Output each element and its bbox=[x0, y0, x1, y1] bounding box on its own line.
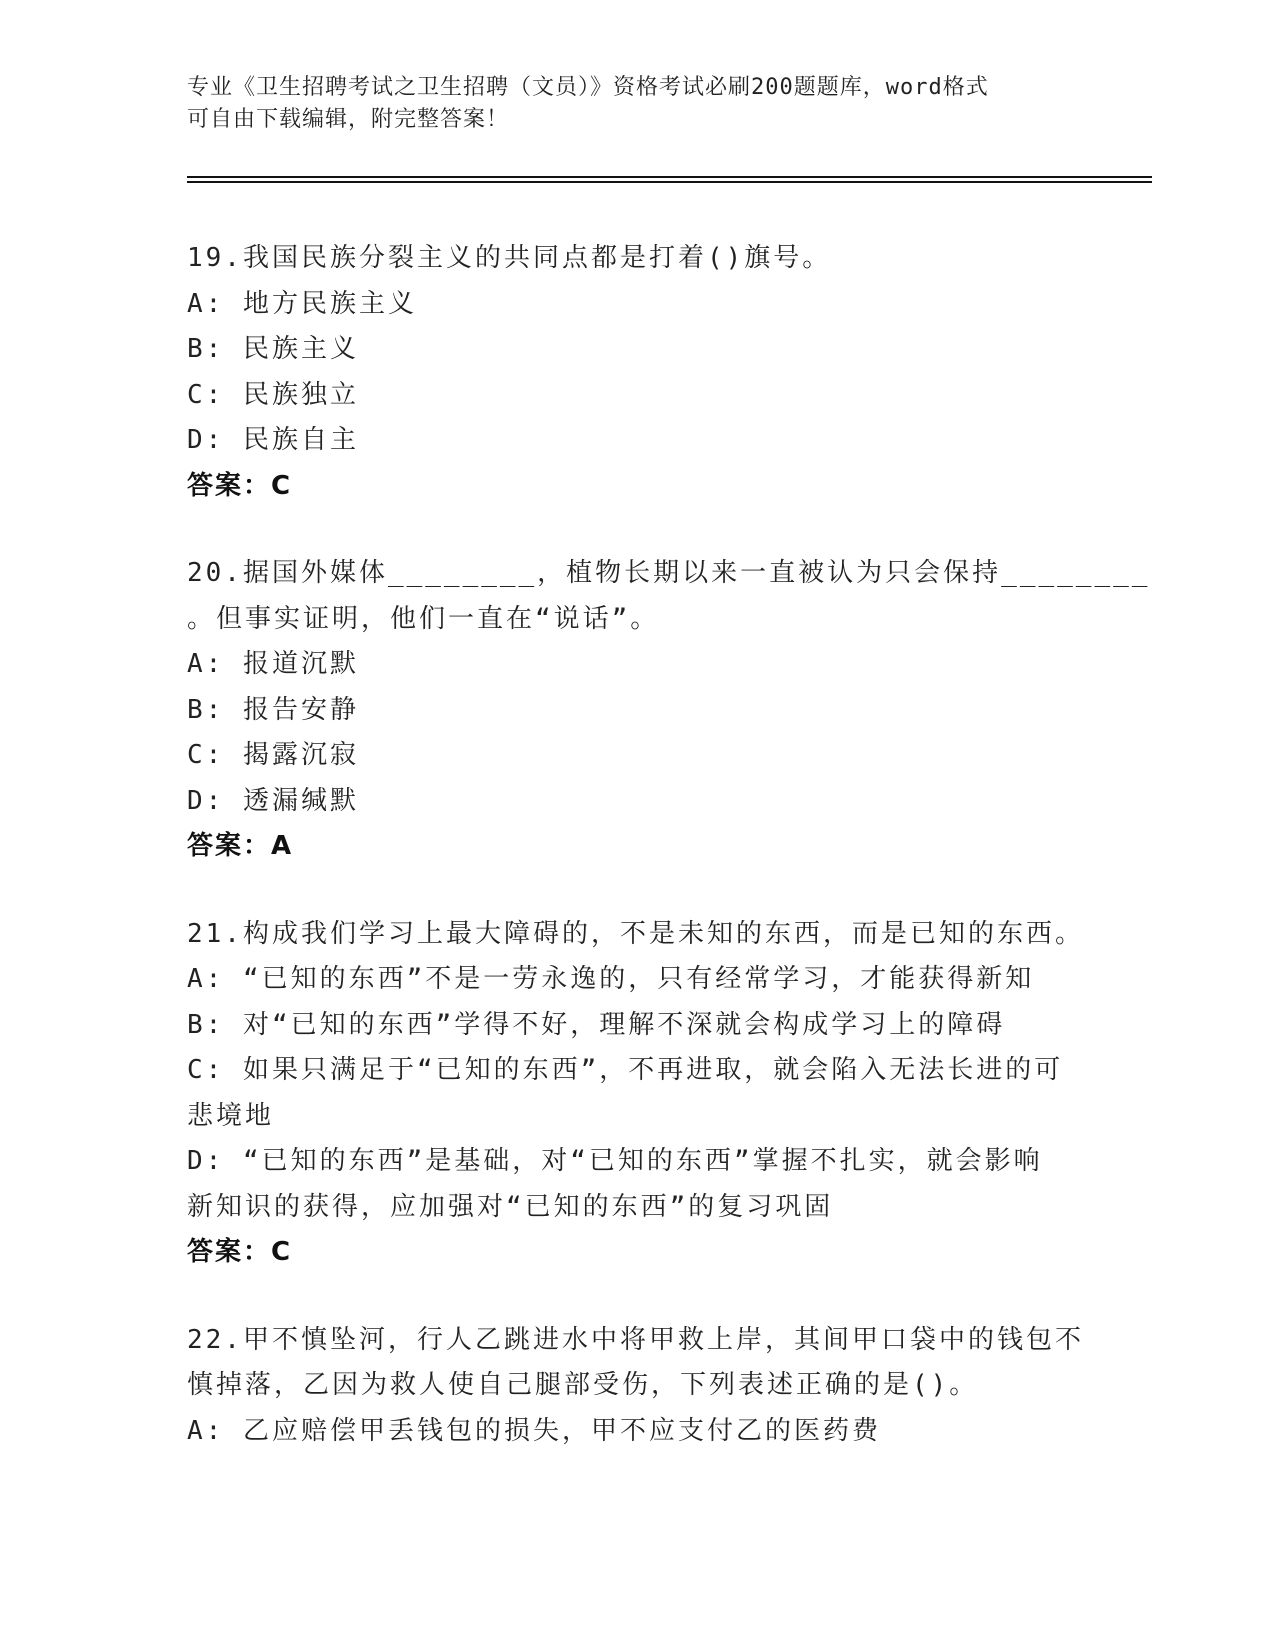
question-stem-continued: 。但事实证明，他们一直在“说话”。 bbox=[187, 603, 660, 634]
option-d: D: 民族自主 bbox=[187, 425, 359, 455]
option-b: B: 民族主义 bbox=[187, 334, 359, 364]
question-stem: 20.据国外媒体________，植物长期以来一直被认为只会保持________ bbox=[187, 558, 1151, 588]
question-list bbox=[187, 236, 1151, 1496]
option-a: A: 报道沉默 bbox=[187, 649, 359, 679]
option-c: C: 民族独立 bbox=[187, 379, 359, 410]
question-20 bbox=[187, 551, 1151, 870]
option-d-continued: 新知识的获得，应加强对“已知的东西”的复习巩固 bbox=[187, 1191, 834, 1222]
header-divider-top bbox=[187, 176, 1152, 178]
option-a: A: “已知的东西”不是一劳永逸的，只有经常学习，才能获得新知 bbox=[187, 964, 1035, 994]
document-header bbox=[187, 72, 1067, 136]
question-stem: 19.我国民族分裂主义的共同点都是打着()旗号。 bbox=[187, 243, 832, 273]
option-c: C: 如果只满足于“已知的东西”，不再进取，就会陷入无法长进的可 bbox=[187, 1055, 1064, 1085]
answer-label: 答案：C bbox=[187, 1237, 293, 1267]
question-stem: 22.甲不慎坠河，行人乙跳进水中将甲救上岸，其间甲口袋中的钱包不 bbox=[187, 1324, 1084, 1355]
option-d: D: “已知的东西”是基础，对“已知的东西”掌握不扎实，就会影响 bbox=[187, 1146, 1043, 1176]
answer-label: 答案：C bbox=[187, 470, 293, 501]
option-c-continued: 悲境地 bbox=[187, 1100, 275, 1131]
option-d: D: 透漏缄默 bbox=[187, 785, 359, 816]
question-stem-continued: 慎掉落，乙因为救人使自己腿部受伤，下列表述正确的是()。 bbox=[187, 1370, 979, 1400]
header-line-2: 可自由下载编辑，附完整答案！ bbox=[187, 107, 510, 132]
question-22 bbox=[187, 1318, 1087, 1455]
option-b: B: 报告安静 bbox=[187, 694, 359, 725]
header-divider-bottom bbox=[187, 181, 1152, 183]
option-a: A: 乙应赔偿甲丢钱包的损失，甲不应支付乙的医药费 bbox=[187, 1415, 881, 1446]
question-19 bbox=[187, 236, 1087, 509]
question-stem: 21.构成我们学习上最大障碍的，不是未知的东西，而是已知的东西。 bbox=[187, 918, 1084, 949]
option-c: C: 揭露沉寂 bbox=[187, 740, 359, 770]
option-a: A: 地方民族主义 bbox=[187, 288, 417, 319]
question-21 bbox=[187, 912, 1087, 1276]
header-line-1: 专业《卫生招聘考试之卫生招聘（文员）》资格考试必刷200题题库，word格式 bbox=[187, 75, 989, 100]
option-b: B: 对“已知的东西”学得不好，理解不深就会构成学习上的障碍 bbox=[187, 1009, 1006, 1040]
answer-label: 答案：A bbox=[187, 831, 294, 861]
